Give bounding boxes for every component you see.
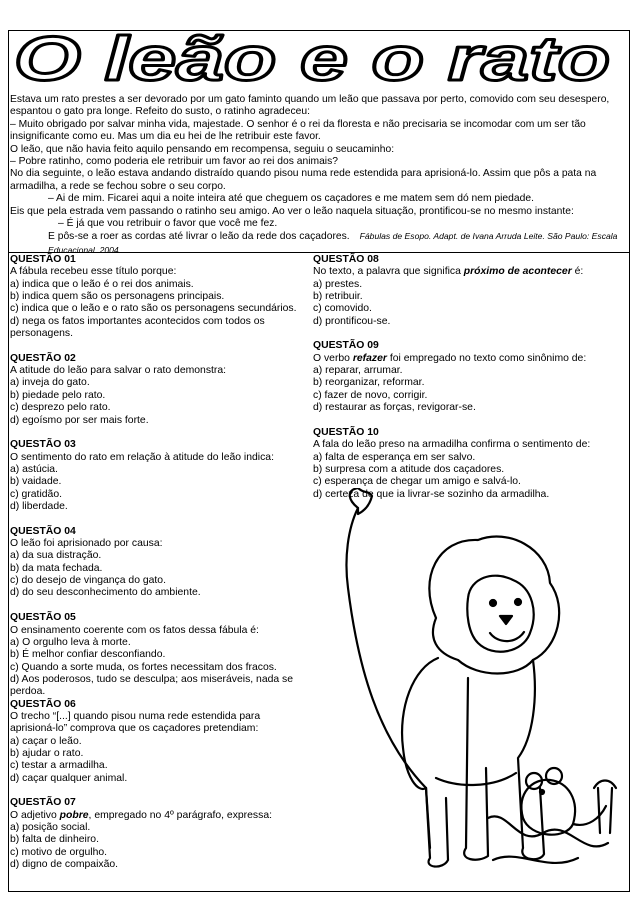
lion-nose xyxy=(500,616,512,624)
lion-eye xyxy=(490,600,496,606)
answer-option: d) certeza de que ia livrar-se sozinho da armadilha. xyxy=(313,488,550,500)
title-text: O leão e o rato xyxy=(14,32,610,88)
answer-option: a) reparar, arrumar. xyxy=(313,365,403,377)
answer-option: d) caçar qualquer animal. xyxy=(10,772,128,784)
question-05 xyxy=(10,612,302,698)
stem-text: O verbo xyxy=(313,352,353,364)
question-title: QUESTÃO 07 xyxy=(10,797,76,809)
answer-option: b) ajudar o rato. xyxy=(10,747,84,759)
lion-tail-tuft xyxy=(350,488,372,514)
question-03 xyxy=(10,439,302,513)
question-title: QUESTÃO 01 xyxy=(10,254,76,265)
answer-option: a) falta de esperança em ser salvo. xyxy=(313,451,476,463)
net-rope xyxy=(493,857,578,863)
question-07 xyxy=(10,797,302,871)
answer-option: d) do seu desconhecimento do ambiente. xyxy=(10,587,201,599)
story-paragraph: Estava um rato prestes a ser devorado por um gato faminto quando um leão que passava por perto, comovido com seu desespero, espantou o gato pra longe. Refeito do susto, o ratinho agradeceu: xyxy=(10,94,610,118)
answer-option: c) motivo de orgulho. xyxy=(10,846,108,858)
question-title: QUESTÃO 04 xyxy=(10,525,76,537)
answer-option: d) nega os fatos importantes acontecidos com todos os personagens. xyxy=(10,315,265,340)
answer-option: a) inveja do gato. xyxy=(10,377,90,389)
answer-option: b) retribuir. xyxy=(313,291,363,303)
lion-eye xyxy=(515,599,521,605)
lion-front-leg xyxy=(464,678,488,860)
answer-option: b) piedade pelo rato. xyxy=(10,389,106,401)
stem-text: foi empregado no texto como sinônimo de: xyxy=(386,352,587,364)
mouse-eye xyxy=(540,790,544,794)
answer-option: c) indica que o leão e o rato são os personagens secundários. xyxy=(10,303,297,315)
question-stem: O trecho “[...] quando pisou numa rede estendida para aprisioná-lo” comprova que os caçadores pretendiam: xyxy=(10,710,261,735)
lion-tail xyxy=(346,508,426,788)
answer-option: c) Quando a sorte muda, os fortes necessitam dos fracos. xyxy=(10,661,277,673)
answer-option: c) esperança de chegar um amigo e salvá-lo. xyxy=(313,476,521,488)
stem-emphasis: pobre xyxy=(59,809,89,821)
answer-option: a) indica que o leão é o rei dos animais. xyxy=(10,278,194,290)
question-stem xyxy=(313,353,623,365)
questions-left-column xyxy=(10,254,302,871)
story-paragraph: – Pobre ratinho, como poderia ele retribuir um favor ao rei dos animais? xyxy=(10,156,338,168)
question-title: QUESTÃO 09 xyxy=(313,340,379,352)
net-rope xyxy=(488,816,608,846)
question-title: QUESTÃO 06 xyxy=(10,698,76,710)
story-paragraph: – É já que vou retribuir o favor que você me fez. xyxy=(58,218,278,230)
answer-option: a) da sua distração. xyxy=(10,550,102,562)
stem-text: é: xyxy=(571,266,584,278)
question-stem: O sentimento do rato em relação à atitude do leão indica: xyxy=(10,451,274,463)
question-09 xyxy=(313,340,623,414)
story-paragraph: Eis que pela estrada vem passando o ratinho seu amigo. Ao ver o leão naquela situação, prontificou-se no mesmo instante: xyxy=(10,205,574,217)
stem-text: O adjetivo xyxy=(10,809,60,821)
story-last-line: E pôs-se a roer as cordas até livrar o leão da rede dos caçadores. xyxy=(48,231,350,243)
answer-option: b) É melhor confiar desconfiando. xyxy=(10,649,166,661)
answer-option: d) restaurar as forças, revigorar-se. xyxy=(313,402,476,414)
question-04 xyxy=(10,526,302,600)
stem-text: , empregado no 4º parágrafo, expressa: xyxy=(88,809,272,821)
question-stem: O ensinamento coerente com os fatos dessa fábula é: xyxy=(10,624,259,636)
question-01 xyxy=(10,254,302,340)
answer-option: b) da mata fechada. xyxy=(10,562,103,574)
question-title: QUESTÃO 02 xyxy=(10,352,76,364)
question-stem: A fala do leão preso na armadilha confirma o sentimento de: xyxy=(313,439,591,451)
story-paragraph: – Muito obrigado por salvar minha vida, majestade. O senhor é o rei da floresta e não precisaria se incomodar com um ser tão insignificante como eu. Mas um dia eu hei de lhe retribuir este favor. xyxy=(10,118,586,143)
question-title: QUESTÃO 08 xyxy=(313,254,379,265)
lion-belly xyxy=(436,773,516,785)
question-stem xyxy=(313,266,623,278)
answer-option: b) vaidade. xyxy=(10,476,62,488)
question-stem: A fábula recebeu esse título porque: xyxy=(10,266,177,278)
answer-option: d) Aos poderosos, tudo se desculpa; aos miseráveis, nada se perdoa. xyxy=(10,673,294,698)
answer-option: d) liberdade. xyxy=(10,500,68,512)
answer-option: d) digno de compaixão. xyxy=(10,859,119,871)
answer-option: c) comovido. xyxy=(313,303,372,315)
lion-mouth xyxy=(490,632,524,641)
answer-option: a) astúcia. xyxy=(10,463,58,475)
answer-option: b) indica quem são os personagens principais. xyxy=(10,291,225,303)
mouse-tail xyxy=(573,806,606,825)
answer-option: b) reorganizar, reformar. xyxy=(313,377,425,389)
questions-right-column xyxy=(313,254,623,513)
lion-back-leg xyxy=(426,788,448,867)
story-text xyxy=(10,94,618,257)
answer-option: c) desprezo pelo rato. xyxy=(10,402,111,414)
question-title: QUESTÃO 05 xyxy=(10,612,76,624)
answer-option: b) falta de dinheiro. xyxy=(10,834,99,846)
question-02 xyxy=(10,353,302,427)
answer-option: b) surpresa com a atitude dos caçadores. xyxy=(313,463,505,475)
answer-option: c) fazer de novo, corrigir. xyxy=(313,389,428,401)
answer-option: c) gratidão. xyxy=(10,488,62,500)
answer-option: a) posição social. xyxy=(10,822,91,834)
answer-option: d) egoísmo por ser mais forte. xyxy=(10,414,149,426)
question-06 xyxy=(10,699,302,785)
answer-option: a) O orgulho leva à morte. xyxy=(10,636,131,648)
story-paragraph: No dia seguinte, o leão estava andando distraído quando pisou numa rede estendida para aprisioná-lo. Assim que pôs a pata na armadilha, a rede se fechou sobre o seu corpo. xyxy=(10,168,597,192)
question-stem: O leão foi aprisionado por causa: xyxy=(10,538,163,550)
stem-emphasis: próximo de acontecer xyxy=(463,266,572,278)
answer-option: d) prontificou-se. xyxy=(313,315,391,327)
question-title: QUESTÃO 03 xyxy=(10,439,76,451)
question-stem xyxy=(10,810,302,822)
stem-text: No texto, a palavra que significa xyxy=(313,266,464,278)
question-title: QUESTÃO 10 xyxy=(313,426,379,438)
question-stem: A atitude do leão para salvar o rato demonstra: xyxy=(10,365,227,377)
story-paragraph: – Ai de mim. Ficarei aqui a noite inteira até que cheguem os caçadores e me matem sem dó nem piedade. xyxy=(48,193,534,205)
answer-option: a) caçar o leão. xyxy=(10,735,82,747)
source-credit: Fábulas de Esopo. Adapt. de Ivana Arruda Leite. São Paulo: Escala Educacional. 2004. xyxy=(48,231,618,255)
page-title xyxy=(12,32,612,88)
section-divider xyxy=(8,252,630,253)
story-paragraph: O leão, que não havia feito aquilo pensando em recompensa, seguiu o seucaminho: xyxy=(10,143,395,155)
answer-option: c) do desejo de vingança do gato. xyxy=(10,575,166,587)
answer-option: c) testar a armadilha. xyxy=(10,760,108,772)
answer-option: a) prestes. xyxy=(313,278,363,290)
stem-emphasis: refazer xyxy=(352,352,387,364)
lion-and-mouse-illustration xyxy=(318,488,624,888)
question-08 xyxy=(313,254,623,328)
